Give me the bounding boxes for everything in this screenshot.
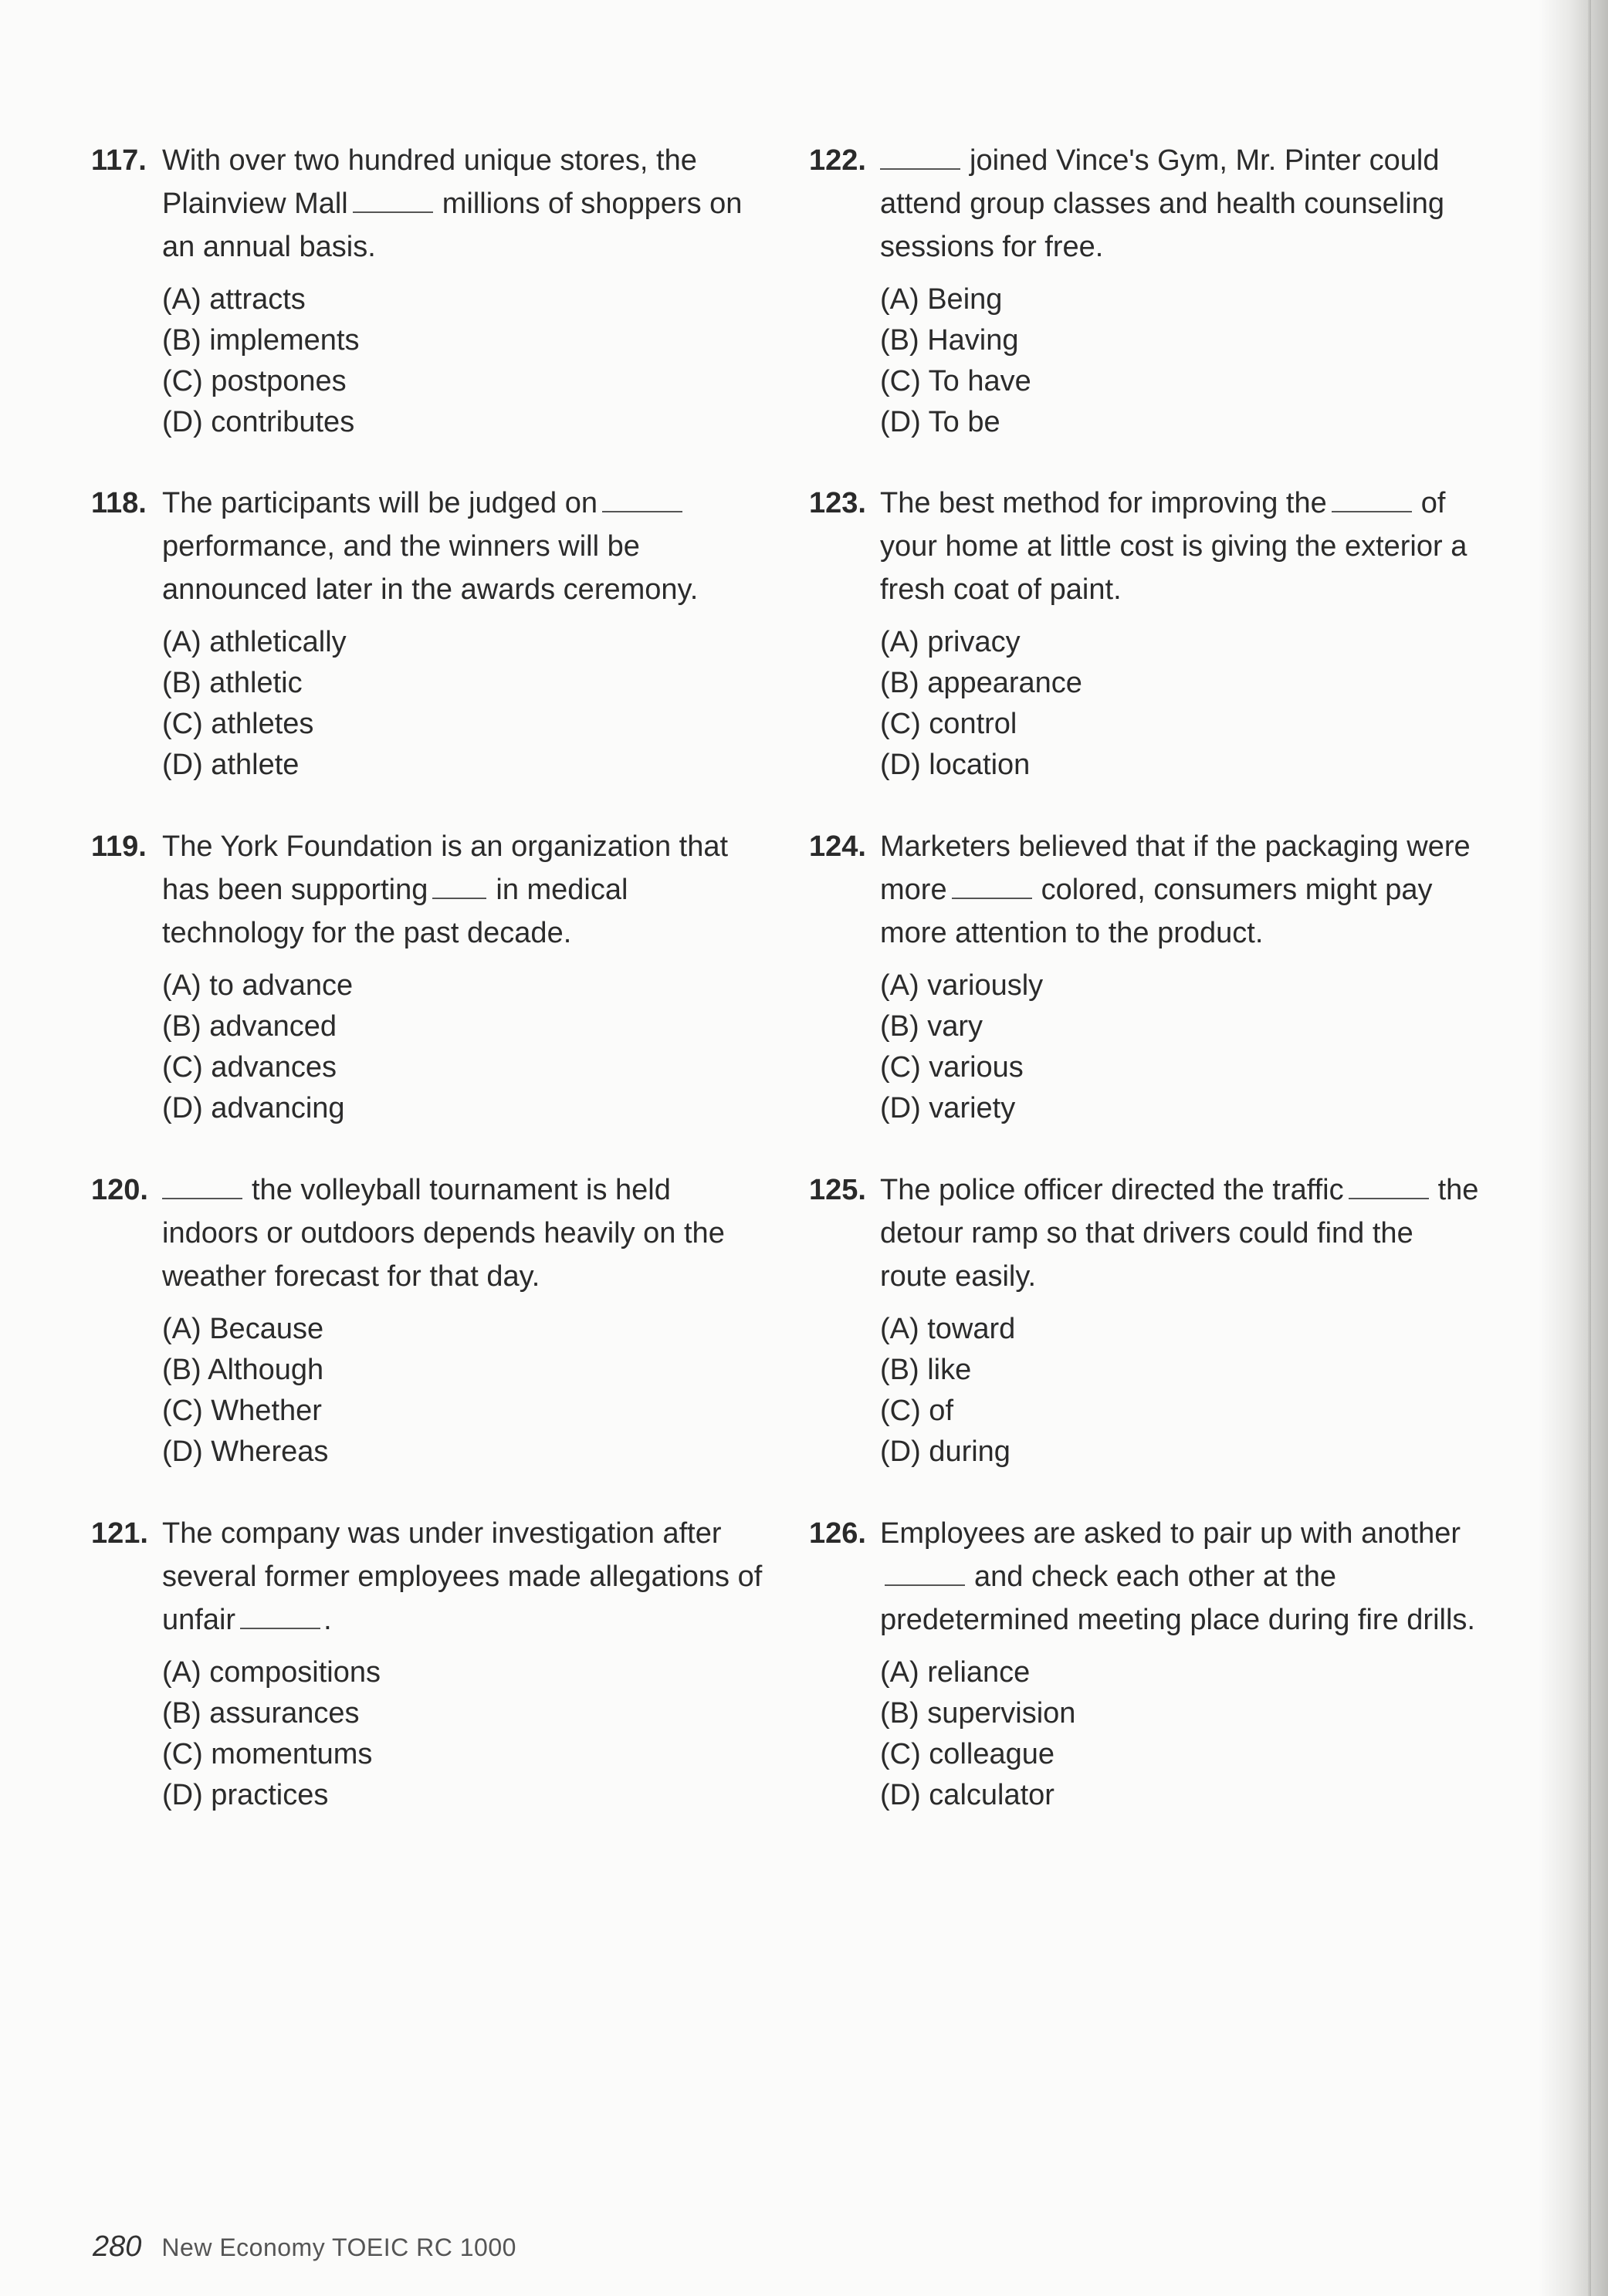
option-b: (B) supervision bbox=[880, 1697, 1076, 1730]
page-footer bbox=[93, 2230, 516, 2264]
question-number: 123. bbox=[809, 487, 866, 519]
option-c: (C) advances bbox=[162, 1051, 337, 1084]
answer-blank bbox=[353, 210, 433, 213]
answer-options bbox=[162, 1309, 786, 1473]
question-stem: The best method for improving the of your home at little cost is giving the exterior a fresh coat of paint. bbox=[880, 487, 1468, 606]
option-b: (B) athletic bbox=[162, 667, 303, 699]
answer-options bbox=[162, 279, 786, 443]
option-c: (C) postpones bbox=[162, 365, 347, 397]
page-number: 280 bbox=[93, 2230, 142, 2263]
question-number: 118. bbox=[91, 487, 147, 519]
option-d: (D) variety bbox=[880, 1092, 1016, 1124]
question-stem: With over two hundred unique stores, the Plainview Mall millions of shoppers on an annual basis. bbox=[162, 144, 743, 263]
question-117 bbox=[91, 139, 786, 482]
option-d: (D) Whereas bbox=[162, 1435, 329, 1468]
question-stem: The police officer directed the traffic the detour ramp so that drivers could find the route easily. bbox=[880, 1174, 1479, 1293]
option-c: (C) momentums bbox=[162, 1738, 373, 1770]
option-a: (A) toward bbox=[880, 1313, 1016, 1345]
question-121 bbox=[91, 1512, 786, 1855]
option-c: (C) colleague bbox=[880, 1738, 1055, 1770]
option-a: (A) athletically bbox=[162, 626, 347, 658]
question-123 bbox=[809, 482, 1488, 825]
question-number: 126. bbox=[809, 1517, 866, 1550]
question-number: 120. bbox=[91, 1174, 148, 1206]
option-a: (A) privacy bbox=[880, 626, 1021, 658]
option-c: (C) athletes bbox=[162, 708, 314, 740]
option-d: (D) during bbox=[880, 1435, 1011, 1468]
answer-options bbox=[880, 622, 1488, 786]
option-b: (B) assurances bbox=[162, 1697, 360, 1730]
answer-blank bbox=[602, 509, 682, 512]
question-stem: Employees are asked to pair up with anotherand check each other at the predetermined meeting place during fire drills. bbox=[880, 1517, 1475, 1636]
answer-blank bbox=[1332, 509, 1412, 512]
option-b: (B) Having bbox=[880, 324, 1019, 357]
option-d: (D) advancing bbox=[162, 1092, 345, 1124]
answer-options bbox=[162, 965, 786, 1129]
answer-blank bbox=[885, 1583, 965, 1586]
question-119 bbox=[91, 825, 786, 1168]
question-120 bbox=[91, 1168, 786, 1512]
question-stem: joined Vince's Gym, Mr. Pinter could attend group classes and health counseling sessions for free. bbox=[880, 144, 1444, 263]
question-number: 119. bbox=[91, 830, 147, 863]
answer-options bbox=[880, 1309, 1488, 1473]
option-a: (A) variously bbox=[880, 969, 1044, 1002]
question-stem: Marketers believed that if the packaging were more colored, consumers might pay more attention to the product. bbox=[880, 830, 1471, 949]
question-number: 121. bbox=[91, 1517, 148, 1550]
option-a: (A) to advance bbox=[162, 969, 354, 1002]
answer-options bbox=[162, 622, 786, 786]
option-b: (B) Although bbox=[162, 1354, 324, 1386]
answer-options bbox=[880, 965, 1488, 1129]
option-a: (A) attracts bbox=[162, 283, 306, 316]
option-d: (D) practices bbox=[162, 1779, 329, 1811]
answer-blank bbox=[880, 167, 960, 170]
option-a: (A) Being bbox=[880, 283, 1003, 316]
left-column bbox=[91, 139, 786, 1855]
question-stem: The participants will be judged onperformance, and the winners will be announced later in the awards ceremony. bbox=[162, 487, 699, 606]
answer-blank bbox=[952, 896, 1032, 899]
question-number: 124. bbox=[809, 830, 866, 863]
answer-blank bbox=[432, 896, 486, 899]
answer-options bbox=[162, 1652, 786, 1816]
book-title: New Economy TOEIC RC 1000 bbox=[161, 2233, 516, 2261]
right-column bbox=[809, 139, 1488, 1882]
option-b: (B) advanced bbox=[162, 1010, 337, 1043]
question-stem: The company was under investigation after several former employees made allegations of unfair . bbox=[162, 1517, 763, 1636]
option-d: (D) location bbox=[880, 749, 1031, 781]
question-number: 117. bbox=[91, 144, 147, 177]
page-binding-shadow bbox=[1539, 0, 1608, 2296]
option-c: (C) control bbox=[880, 708, 1017, 740]
option-d: (D) calculator bbox=[880, 1779, 1055, 1811]
question-stem: the volleyball tournament is held indoors or outdoors depends heavily on the weather forecast for that day. bbox=[162, 1174, 725, 1293]
option-d: (D) To be bbox=[880, 406, 1000, 438]
option-b: (B) appearance bbox=[880, 667, 1082, 699]
answer-blank bbox=[1349, 1196, 1429, 1199]
question-number: 122. bbox=[809, 144, 866, 177]
option-d: (D) contributes bbox=[162, 406, 355, 438]
answer-options bbox=[880, 1652, 1488, 1816]
answer-options bbox=[880, 279, 1488, 443]
option-c: (C) various bbox=[880, 1051, 1024, 1084]
option-c: (C) To have bbox=[880, 365, 1031, 397]
question-number: 125. bbox=[809, 1174, 866, 1206]
option-c: (C) of bbox=[880, 1395, 953, 1427]
option-a: (A) reliance bbox=[880, 1656, 1031, 1689]
option-a: (A) Because bbox=[162, 1313, 324, 1345]
question-118 bbox=[91, 482, 786, 825]
option-d: (D) athlete bbox=[162, 749, 300, 781]
question-stem: The York Foundation is an organization that has been supporting in medical technology for the past decade. bbox=[162, 830, 729, 949]
option-b: (B) like bbox=[880, 1354, 972, 1386]
option-b: (B) vary bbox=[880, 1010, 983, 1043]
option-c: (C) Whether bbox=[162, 1395, 322, 1427]
answer-blank bbox=[162, 1196, 242, 1199]
question-122 bbox=[809, 139, 1488, 482]
question-126 bbox=[809, 1512, 1488, 1882]
page-edge bbox=[1588, 0, 1591, 2296]
question-125 bbox=[809, 1168, 1488, 1512]
option-b: (B) implements bbox=[162, 324, 360, 357]
option-a: (A) compositions bbox=[162, 1656, 381, 1689]
question-124 bbox=[809, 825, 1488, 1168]
answer-blank bbox=[240, 1626, 320, 1629]
